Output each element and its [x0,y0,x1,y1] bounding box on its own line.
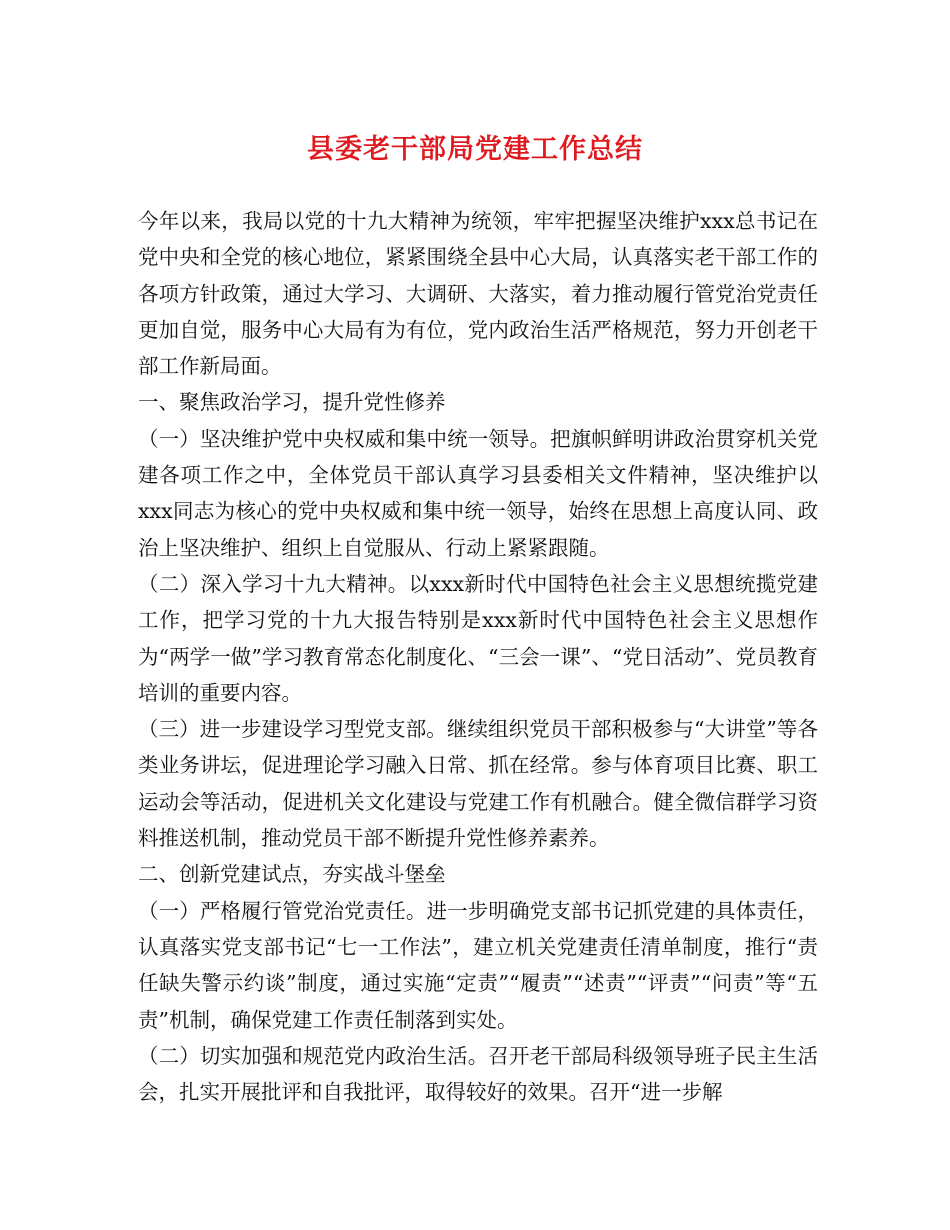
section-heading-1: 一、聚焦政治学习，提升党性修养 [138,390,446,415]
document-title: 县委老干部局党建工作总结 [307,134,643,165]
section-heading-2: 二、创新党建试点，夯实战斗堡垒 [138,862,446,887]
intro-paragraph: 今年以来，我局以党的十九大精神为统领，牢牢把握坚决维护xxx总书记在党中央和全党的核心地位，紧紧围绕全县中心大局，认真落实老干部工作的各项方针政策，通过大学习、大调研、大落实，着力推动履行管党治党责任更加自觉，服务中心大局有为有位，党内政治生活严格规范，努力开创老干部工作新局面。 [138,209,818,379]
paragraph-1-1: （一）坚决维护党中央权威和集中统一领导。把旗帜鲜明讲政治贯穿机关党建各项工作之中，全体党员干部认真学习县委相关文件精神，坚决维护以xxx同志为核心的党中央权威和集中统一领导，始终在思想上高度认同、政治上坚决维护、组织上自觉服从、行动上紧紧跟随。 [138,426,818,560]
paragraph-2-2: （二）切实加强和规范党内政治生活。召开老干部局科级领导班子民主生活会，扎实开展批评和自我批评，取得较好的效果。召开“进一步解 [138,1043,818,1105]
paragraph-2-1: （一）严格履行管党治党责任。进一步明确党支部书记抓党建的具体责任，认真落实党支部书记“七一工作法”，建立机关党建责任清单制度，推行“责任缺失警示约谈”制度，通过实施“定责”“履责”“述责”“评责”“问责”等“五责”机制，确保党建工作责任制落到实处。 [138,898,818,1032]
paragraph-1-3: （三）进一步建设学习型党支部。继续组织党员干部积极参与“大讲堂”等各类业务讲坛，促进理论学习融入日常、抓在经常。参与体育项目比赛、职工运动会等活动，促进机关文化建设与党建工作有机融合。健全微信群学习资料推送机制，推动党员干部不断提升党性修养素养。 [138,717,818,851]
paragraph-1-2: （二）深入学习十九大精神。以xxx新时代中国特色社会主义思想统揽党建工作，把学习党的十九大报告特别是xxx新时代中国特色社会主义思想作为“两学一做”学习教育常态化制度化、“三会一课”、“党日活动”、党员教育培训的重要内容。 [138,571,818,705]
document-body [138,203,818,1110]
